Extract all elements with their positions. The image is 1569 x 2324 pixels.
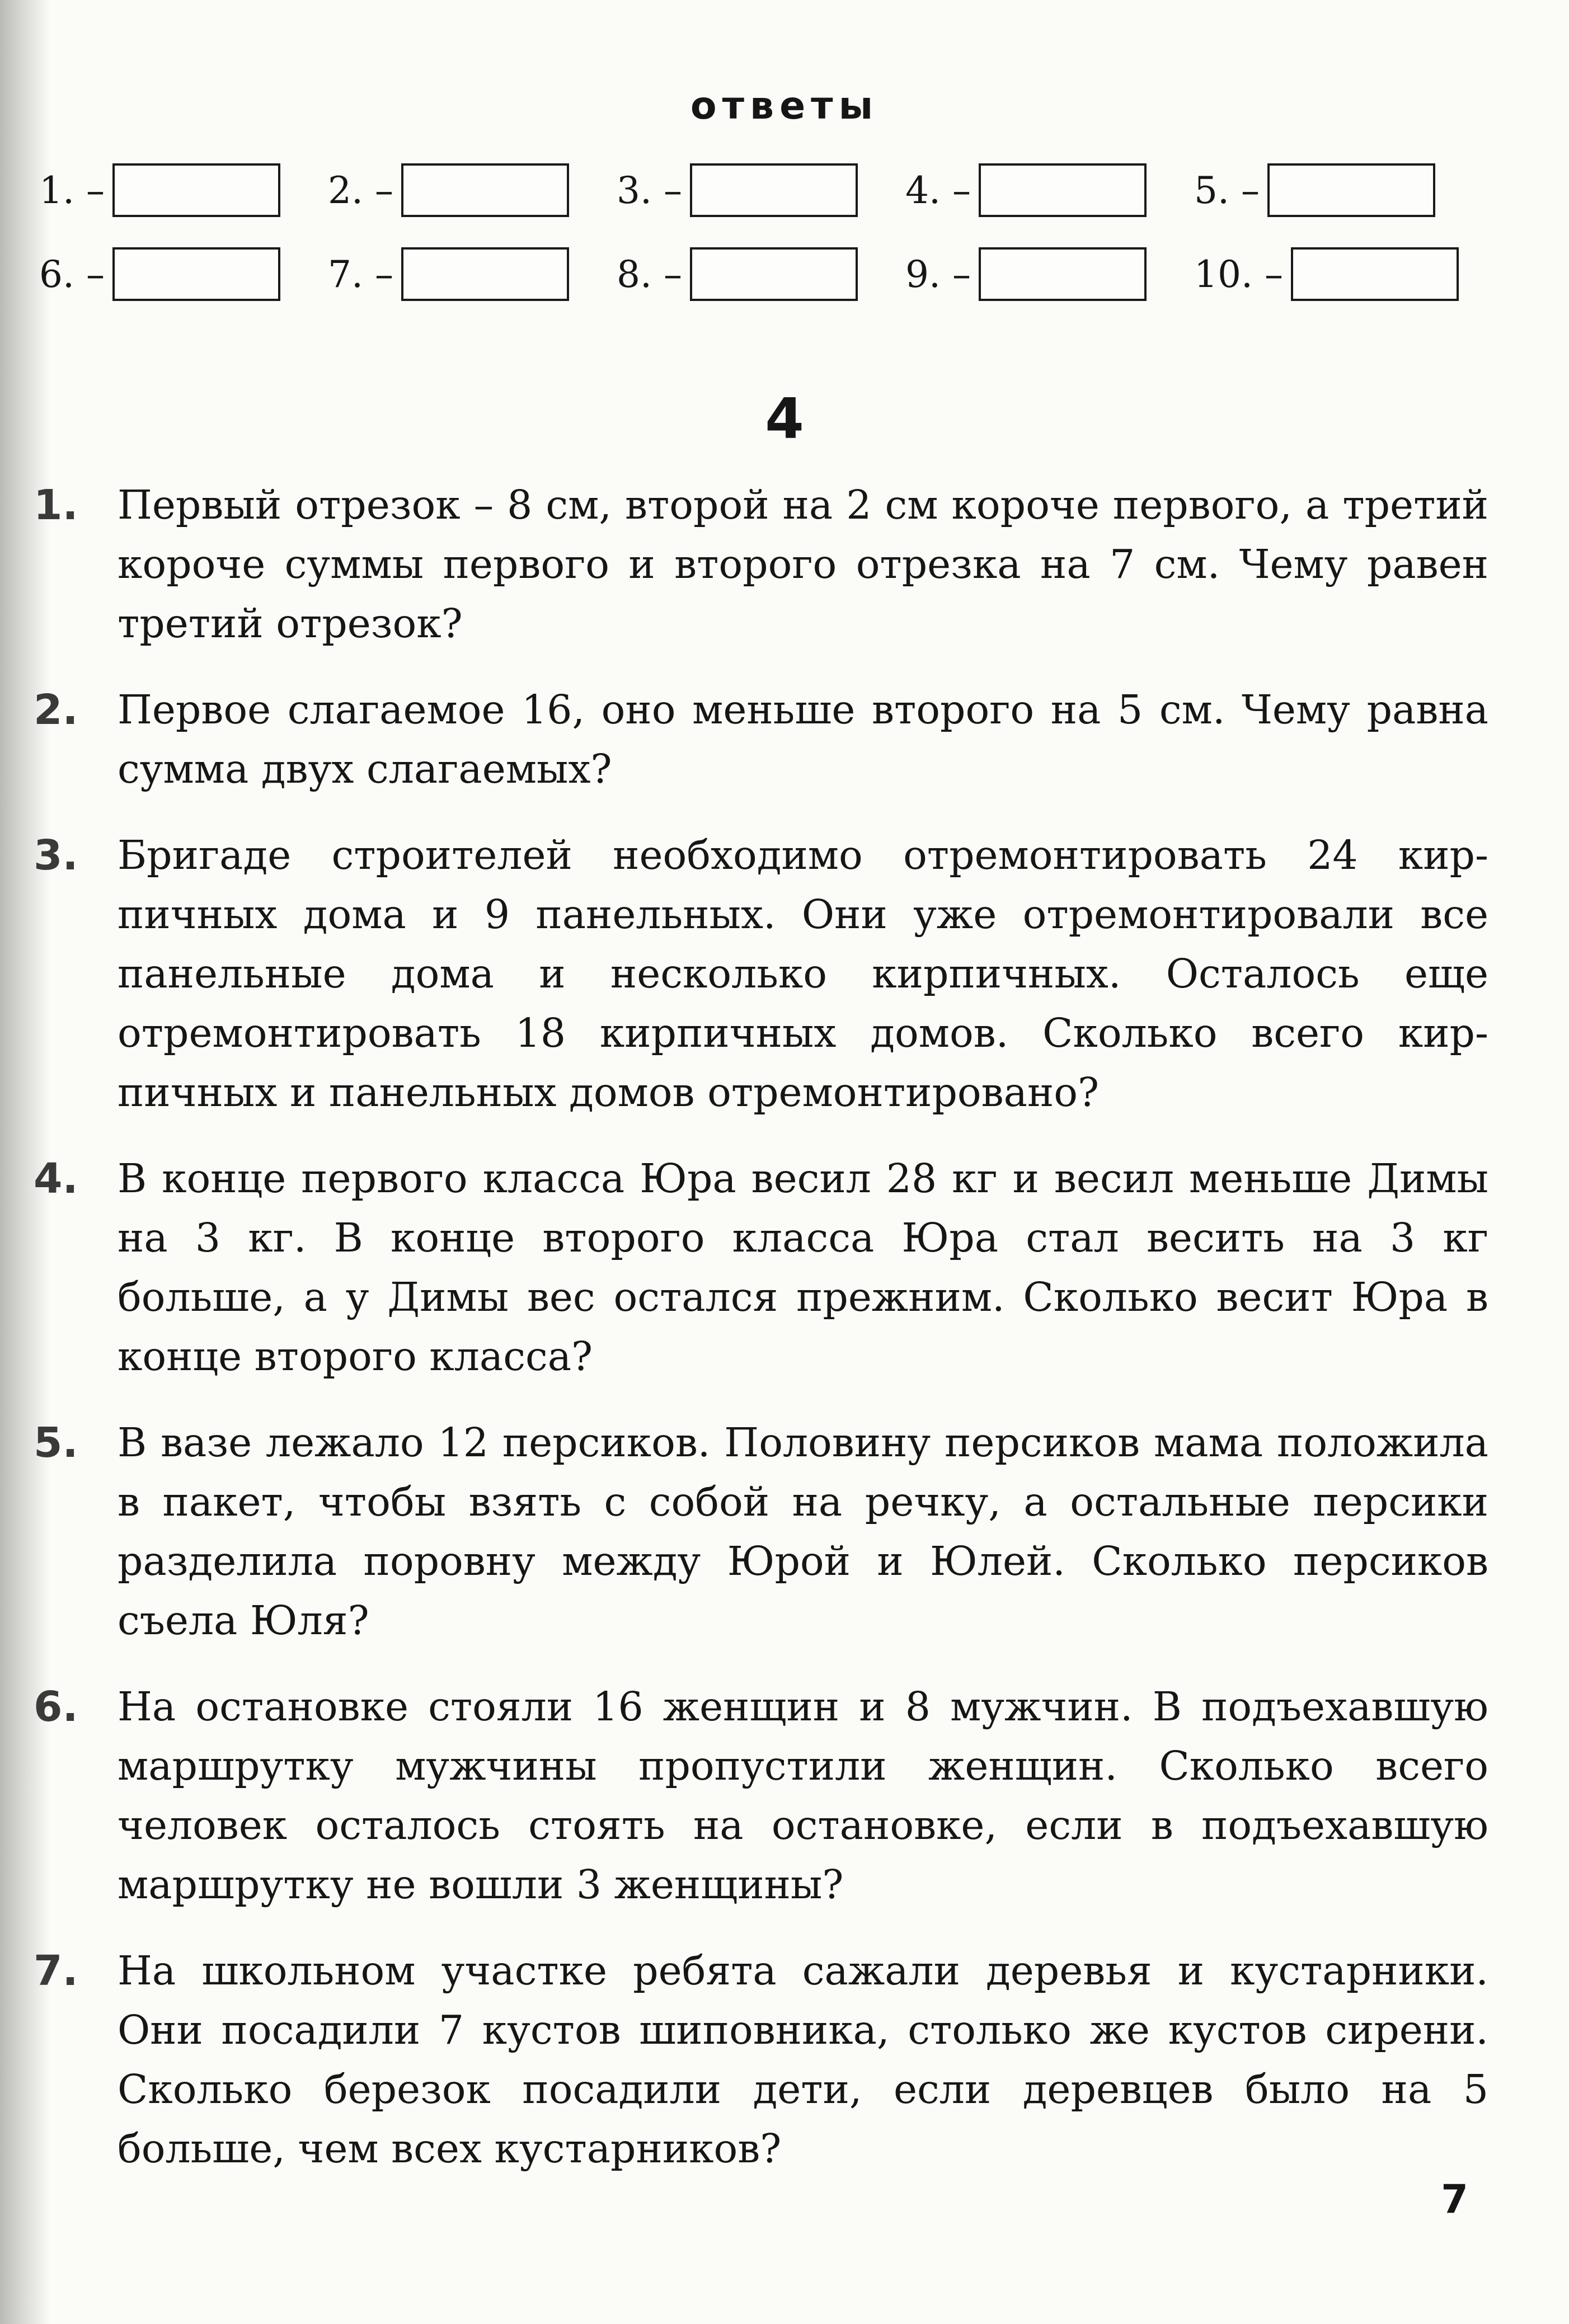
answer-box[interactable]: [690, 163, 858, 217]
answer-label: 2. –: [328, 168, 393, 212]
task-text: На остановке стояли 16 женщин и 8 мужчин. В подъехавшую маршрутку мужчины пропустили женщин. Сколько всего человек осталось стоять на остановке, если в подъехавшую маршрутку не вошли 3 женщины?: [118, 1683, 1488, 1908]
answer-item: [617, 162, 905, 218]
answer-label: 9. –: [905, 252, 971, 296]
task-number: 2.: [34, 686, 78, 734]
answer-box[interactable]: [690, 247, 858, 301]
page-number: 7: [1441, 2176, 1468, 2222]
variant-number: 4: [765, 386, 804, 451]
answer-label: 8. –: [617, 252, 682, 296]
answer-box[interactable]: [112, 163, 280, 217]
answer-item: [617, 246, 905, 302]
answer-label: 10. –: [1194, 252, 1283, 296]
task-text: В конце первого класса Юра весил 28 кг и весил меньше Димы на 3 кг. В конце второго класса Юра стал весить на 3 кг больше, а у Димы вес остался прежним. Сколько весит Юра в конце второго класса?: [118, 1155, 1488, 1380]
answer-item: [328, 246, 617, 302]
task-list: [34, 476, 1488, 2205]
answers-title: ответы: [690, 84, 879, 128]
task-item: [34, 826, 1488, 1122]
answer-item: [1194, 162, 1483, 218]
answer-item: [905, 162, 1194, 218]
task-text: Первое слагаемое 16, оно меньше второго на 5 см. Чему равна сумма двух слагаемых?: [118, 686, 1488, 792]
answer-box[interactable]: [1291, 247, 1459, 301]
task-item: [34, 1149, 1488, 1386]
task-item: [34, 1941, 1488, 2179]
answer-item: [39, 246, 328, 302]
answer-grid: [39, 162, 1494, 302]
answer-label: 6. –: [39, 252, 105, 296]
answer-box[interactable]: [112, 247, 280, 301]
task-item: [34, 1677, 1488, 1914]
task-item: [34, 476, 1488, 653]
task-text: Бригаде строителей необходимо отремонтировать 24 кирпичных дома и 9 панельных. Они уже отремонтировали все панельные дома и несколько кирпичных. Осталось еще отремонтировать 18 кирпичных домов. Сколько всего кирпичных и панельных домов отремонтировано?: [118, 832, 1488, 1116]
answer-label: 3. –: [617, 168, 682, 212]
answer-box[interactable]: [979, 247, 1147, 301]
answer-box[interactable]: [401, 163, 569, 217]
task-number: 1.: [34, 481, 78, 529]
answer-item: [39, 162, 328, 218]
answer-box[interactable]: [401, 247, 569, 301]
answer-box[interactable]: [979, 163, 1147, 217]
answer-item: [1194, 246, 1483, 302]
answer-item: [328, 162, 617, 218]
answer-label: 5. –: [1194, 168, 1260, 212]
task-text: Первый отрезок – 8 см, второй на 2 см короче первого, а третий короче суммы первого и второго отрезка на 7 см. Чему равен третий отрезок?: [118, 482, 1488, 647]
task-text: На школьном участке ребята сажали деревья и кустарники. Они посадили 7 кустов шиповника, столько же кустов сирени. Сколько березок посадили дети, если деревцев было на 5 больше, чем всех кустарников?: [118, 1947, 1488, 2172]
task-number: 4.: [34, 1155, 78, 1203]
task-text: В вазе лежало 12 персиков. Половину персиков мама положила в пакет, чтобы взять с собой на речку, а остальные персики разделила поровну между Юрой и Юлей. Сколько персиков съела Юля?: [118, 1419, 1488, 1644]
task-number: 3.: [34, 831, 78, 879]
task-number: 5.: [34, 1419, 78, 1467]
answer-item: [905, 246, 1194, 302]
task-item: [34, 1413, 1488, 1650]
answer-label: 1. –: [39, 168, 105, 212]
answer-label: 4. –: [905, 168, 971, 212]
answer-label: 7. –: [328, 252, 393, 296]
answer-box[interactable]: [1267, 163, 1435, 217]
task-number: 6.: [34, 1683, 78, 1731]
task-item: [34, 680, 1488, 799]
task-number: 7.: [34, 1947, 78, 1995]
